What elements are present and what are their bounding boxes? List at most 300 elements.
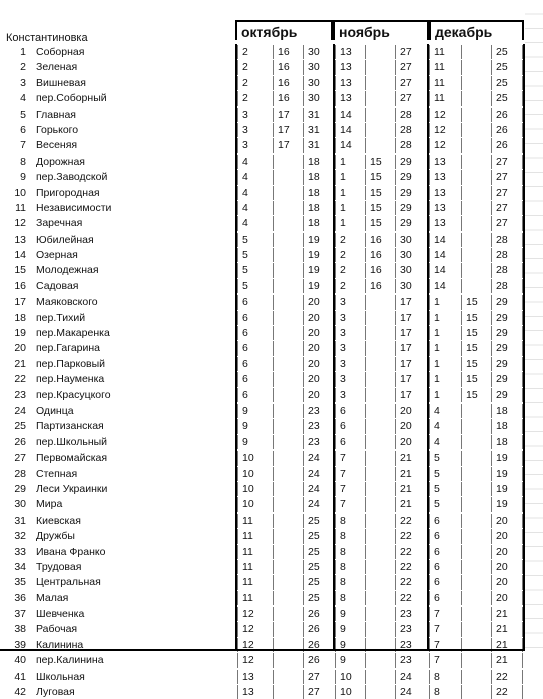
date-cell: 7 [335, 497, 365, 511]
date-cell: 16 [365, 279, 395, 293]
date-cell: 13 [429, 155, 461, 169]
date-cell [461, 248, 491, 262]
date-cell: 8 [335, 529, 365, 543]
street-name: Озерная [36, 249, 78, 262]
date-cell: 24 [303, 482, 335, 496]
date-cell: 29 [491, 295, 523, 309]
date-cell [461, 138, 491, 152]
date-cell: 30 [303, 76, 335, 90]
date-cell: 25 [491, 91, 523, 105]
date-cell: 9 [237, 419, 273, 433]
month-october: октябрь [235, 20, 333, 40]
date-cell: 2 [237, 91, 273, 105]
date-cell: 7 [429, 653, 461, 667]
date-cell: 2 [335, 263, 365, 277]
date-cell: 1 [335, 155, 365, 169]
date-cell: 9 [237, 404, 273, 418]
date-cell: 28 [395, 123, 427, 137]
date-cell: 17 [395, 388, 427, 402]
row-number: 11 [15, 201, 26, 214]
row-number: 26 [14, 435, 26, 448]
date-cell: 27 [491, 201, 523, 215]
date-cell: 5 [237, 279, 273, 293]
date-cell: 9 [335, 653, 365, 667]
date-cell: 16 [365, 263, 395, 277]
street-name: Мира [36, 498, 63, 511]
date-cell: 17 [273, 123, 303, 137]
date-cell: 19 [303, 279, 335, 293]
row-number: 24 [14, 404, 26, 417]
date-cell: 6 [237, 357, 273, 371]
date-cell [365, 419, 395, 433]
date-cell: 16 [273, 76, 303, 90]
date-cell: 10 [237, 467, 273, 481]
row-number: 3 [20, 76, 26, 89]
date-cell [273, 514, 303, 528]
date-cell: 22 [395, 575, 427, 589]
date-cell [365, 575, 395, 589]
table-bottom-border [0, 649, 525, 651]
december-right-border [523, 44, 525, 649]
street-name: Пригородная [36, 186, 100, 199]
row-number: 23 [14, 388, 26, 401]
date-cell: 30 [303, 45, 335, 59]
date-cell: 6 [335, 435, 365, 449]
date-cell [461, 622, 491, 636]
date-cell: 25 [303, 591, 335, 605]
date-cell: 24 [395, 670, 427, 684]
date-cell: 29 [395, 201, 427, 215]
date-cell [365, 653, 395, 667]
date-cell [365, 388, 395, 402]
date-cell: 20 [491, 575, 523, 589]
row-number: 15 [14, 264, 26, 277]
date-cell: 20 [491, 529, 523, 543]
date-cell: 19 [491, 451, 523, 465]
date-cell: 9 [335, 638, 365, 652]
row-number: 41 [14, 670, 26, 683]
date-cell: 17 [395, 372, 427, 386]
date-cell: 27 [491, 186, 523, 200]
row-number: 40 [14, 654, 26, 667]
row-number: 27 [14, 452, 26, 465]
date-cell: 13 [429, 170, 461, 184]
date-cell: 6 [237, 372, 273, 386]
date-cell: 26 [303, 653, 335, 667]
row-number: 13 [14, 233, 26, 246]
date-cell: 16 [273, 91, 303, 105]
date-cell [273, 670, 303, 684]
date-cell: 6 [237, 311, 273, 325]
date-cell: 4 [237, 170, 273, 184]
row-number: 38 [14, 623, 26, 636]
date-cell: 23 [303, 404, 335, 418]
date-cell: 6 [237, 295, 273, 309]
date-cell: 1 [335, 216, 365, 230]
date-cell: 2 [335, 233, 365, 247]
street-name: Калинина [36, 638, 84, 651]
date-cell: 23 [395, 653, 427, 667]
date-cell: 24 [303, 451, 335, 465]
date-cell [461, 216, 491, 230]
date-cell: 14 [335, 123, 365, 137]
date-cell: 20 [491, 514, 523, 528]
date-cell [273, 529, 303, 543]
date-cell: 29 [491, 326, 523, 340]
date-cell [273, 279, 303, 293]
date-cell: 28 [491, 248, 523, 262]
december-left-border [427, 44, 429, 649]
street-name: Одинца [36, 404, 74, 417]
date-cell [461, 233, 491, 247]
date-cell: 28 [395, 108, 427, 122]
date-cell: 13 [335, 91, 365, 105]
date-cell: 23 [303, 435, 335, 449]
date-cell: 7 [429, 638, 461, 652]
date-cell [461, 670, 491, 684]
date-cell [273, 248, 303, 262]
street-name: пер.Соборный [36, 92, 107, 105]
date-cell: 31 [303, 138, 335, 152]
date-cell: 6 [429, 514, 461, 528]
date-cell: 5 [237, 233, 273, 247]
date-cell: 1 [429, 311, 461, 325]
date-cell: 11 [237, 591, 273, 605]
date-cell: 25 [491, 76, 523, 90]
date-cell: 5 [429, 497, 461, 511]
row-number: 33 [14, 545, 26, 558]
date-cell [365, 685, 395, 699]
date-cell: 27 [395, 91, 427, 105]
date-cell: 1 [429, 357, 461, 371]
date-cell: 3 [335, 372, 365, 386]
date-cell [461, 170, 491, 184]
street-name: пер.Калинина [36, 654, 104, 667]
date-cell [461, 201, 491, 215]
date-cell: 19 [491, 467, 523, 481]
date-cell [273, 607, 303, 621]
date-cell [461, 108, 491, 122]
row-number: 6 [20, 123, 26, 136]
date-cell: 21 [491, 607, 523, 621]
street-name: Леси Украинки [36, 482, 108, 495]
date-cell: 12 [429, 108, 461, 122]
date-cell: 8 [335, 560, 365, 574]
date-cell: 19 [491, 482, 523, 496]
date-cell [273, 404, 303, 418]
date-cell: 20 [303, 311, 335, 325]
date-cell: 16 [365, 248, 395, 262]
date-cell: 27 [395, 45, 427, 59]
date-cell: 30 [303, 60, 335, 74]
date-cell [461, 514, 491, 528]
date-cell: 20 [303, 341, 335, 355]
street-name: Шевченка [36, 608, 85, 621]
date-cell: 15 [365, 186, 395, 200]
date-cell: 15 [365, 155, 395, 169]
date-cell: 19 [303, 248, 335, 262]
street-name: Садовая [36, 279, 79, 292]
date-cell: 18 [491, 435, 523, 449]
date-cell: 14 [429, 263, 461, 277]
date-cell: 8 [429, 670, 461, 684]
street-name: Рабочая [36, 623, 78, 636]
date-cell: 26 [491, 108, 523, 122]
date-cell: 18 [303, 170, 335, 184]
date-cell: 6 [429, 591, 461, 605]
date-cell: 1 [335, 170, 365, 184]
date-cell [273, 233, 303, 247]
date-cell: 17 [273, 138, 303, 152]
date-cell: 3 [237, 123, 273, 137]
date-cell [365, 482, 395, 496]
street-name: Зеленая [36, 61, 78, 74]
date-cell [365, 138, 395, 152]
date-cell: 3 [237, 138, 273, 152]
date-cell: 5 [429, 451, 461, 465]
date-cell: 9 [335, 622, 365, 636]
row-number: 32 [14, 530, 26, 543]
date-cell: 5 [429, 467, 461, 481]
date-cell: 3 [335, 357, 365, 371]
date-cell: 8 [335, 545, 365, 559]
date-cell: 20 [491, 560, 523, 574]
row-number: 17 [14, 296, 26, 309]
date-cell: 16 [365, 233, 395, 247]
date-cell: 20 [303, 372, 335, 386]
street-name: Независимости [36, 201, 112, 214]
row-number: 37 [14, 608, 26, 621]
date-cell: 25 [303, 545, 335, 559]
street-name: Дружбы [36, 530, 75, 543]
date-cell [273, 685, 303, 699]
date-cell: 19 [491, 497, 523, 511]
date-cell: 24 [303, 467, 335, 481]
date-cell: 23 [395, 622, 427, 636]
date-cell: 20 [303, 295, 335, 309]
date-cell: 24 [303, 497, 335, 511]
date-cell [365, 108, 395, 122]
street-name: Юбилейная [36, 233, 94, 246]
date-cell [365, 295, 395, 309]
date-cell: 27 [491, 155, 523, 169]
date-cell: 12 [237, 607, 273, 621]
date-cell: 4 [237, 186, 273, 200]
date-cell: 29 [395, 186, 427, 200]
date-cell: 17 [395, 341, 427, 355]
date-cell: 10 [237, 451, 273, 465]
date-cell [273, 451, 303, 465]
date-cell: 11 [237, 545, 273, 559]
date-cell [365, 497, 395, 511]
date-cell [273, 341, 303, 355]
date-cell: 28 [491, 279, 523, 293]
date-cell: 15 [461, 372, 491, 386]
date-cell [365, 435, 395, 449]
date-cell: 3 [335, 341, 365, 355]
street-name: Главная [36, 108, 76, 121]
date-cell: 2 [237, 45, 273, 59]
row-number: 12 [14, 217, 26, 230]
date-cell: 17 [395, 295, 427, 309]
date-cell [365, 341, 395, 355]
date-cell [461, 76, 491, 90]
date-cell: 14 [429, 279, 461, 293]
date-cell: 27 [303, 685, 335, 699]
date-cell: 18 [491, 419, 523, 433]
date-cell [273, 155, 303, 169]
date-cell [461, 560, 491, 574]
date-cell: 25 [303, 560, 335, 574]
row-number: 21 [14, 357, 26, 370]
date-cell: 21 [491, 638, 523, 652]
street-name: Трудовая [36, 560, 82, 573]
street-name: пер.Гагарина [36, 342, 100, 355]
date-cell: 23 [303, 419, 335, 433]
date-cell: 27 [395, 60, 427, 74]
date-cell: 7 [335, 451, 365, 465]
date-cell [273, 560, 303, 574]
row-number: 2 [20, 61, 26, 74]
date-cell: 27 [491, 170, 523, 184]
date-cell: 13 [237, 670, 273, 684]
date-cell: 28 [395, 138, 427, 152]
date-cell [365, 670, 395, 684]
row-number: 25 [14, 420, 26, 433]
date-cell [461, 404, 491, 418]
date-cell [273, 372, 303, 386]
date-cell: 4 [237, 155, 273, 169]
date-cell: 11 [237, 514, 273, 528]
november-left-border [333, 44, 335, 649]
date-cell: 13 [335, 76, 365, 90]
street-name: Молодежная [36, 264, 99, 277]
row-number: 20 [14, 342, 26, 355]
date-cell [461, 451, 491, 465]
date-cell: 20 [491, 591, 523, 605]
date-cell: 30 [303, 91, 335, 105]
street-name: пер.Заводской [36, 171, 108, 184]
date-cell: 18 [303, 201, 335, 215]
date-cell: 9 [237, 435, 273, 449]
date-cell: 15 [461, 295, 491, 309]
date-cell: 18 [491, 404, 523, 418]
date-cell: 21 [491, 622, 523, 636]
street-name: пер.Тихий [36, 311, 86, 324]
date-cell: 11 [429, 45, 461, 59]
row-number: 31 [14, 514, 26, 527]
row-number: 19 [14, 327, 26, 340]
date-cell: 15 [461, 311, 491, 325]
date-cell: 7 [335, 482, 365, 496]
date-cell [461, 419, 491, 433]
date-cell: 17 [395, 357, 427, 371]
date-cell: 18 [303, 186, 335, 200]
date-cell: 20 [303, 357, 335, 371]
date-cell [365, 123, 395, 137]
date-cell: 17 [273, 108, 303, 122]
date-cell: 10 [237, 497, 273, 511]
street-name: Соборная [36, 46, 85, 58]
date-cell [273, 467, 303, 481]
date-cell: 4 [429, 404, 461, 418]
date-cell: 12 [429, 138, 461, 152]
street-name: Первомайская [36, 452, 108, 465]
row-number: 30 [14, 498, 26, 511]
street-name: Маяковского [36, 296, 98, 309]
date-cell: 11 [429, 76, 461, 90]
date-cell: 1 [335, 186, 365, 200]
date-cell [365, 60, 395, 74]
date-cell [273, 497, 303, 511]
date-cell: 4 [429, 419, 461, 433]
street-name: Дорожная [36, 155, 85, 168]
date-cell: 11 [429, 60, 461, 74]
date-cell [365, 545, 395, 559]
date-cell: 1 [429, 388, 461, 402]
date-cell: 4 [237, 216, 273, 230]
date-cell: 26 [303, 638, 335, 652]
date-cell [273, 388, 303, 402]
date-cell: 12 [237, 638, 273, 652]
date-cell [461, 155, 491, 169]
date-cell [365, 311, 395, 325]
date-cell [365, 622, 395, 636]
date-cell: 13 [237, 685, 273, 699]
date-cell: 24 [395, 685, 427, 699]
date-cell: 20 [303, 326, 335, 340]
date-cell [461, 482, 491, 496]
date-cell: 5 [237, 263, 273, 277]
date-cell: 22 [395, 591, 427, 605]
date-cell: 2 [335, 279, 365, 293]
row-number: 42 [14, 686, 26, 699]
date-cell: 25 [303, 529, 335, 543]
date-cell: 28 [491, 263, 523, 277]
date-cell [273, 295, 303, 309]
date-cell: 29 [395, 155, 427, 169]
date-cell: 12 [237, 622, 273, 636]
date-cell: 20 [395, 435, 427, 449]
date-cell: 17 [395, 326, 427, 340]
date-cell [365, 451, 395, 465]
date-cell: 30 [395, 248, 427, 262]
date-cell [273, 201, 303, 215]
date-cell: 20 [395, 404, 427, 418]
date-cell: 14 [429, 233, 461, 247]
date-cell: 21 [395, 497, 427, 511]
date-cell [273, 263, 303, 277]
date-cell [365, 45, 395, 59]
date-cell: 7 [429, 607, 461, 621]
date-cell: 13 [335, 60, 365, 74]
date-cell [461, 591, 491, 605]
date-cell: 26 [491, 123, 523, 137]
date-cell: 6 [237, 388, 273, 402]
date-cell [365, 91, 395, 105]
date-cell: 13 [429, 186, 461, 200]
date-cell: 15 [461, 357, 491, 371]
date-cell [461, 467, 491, 481]
date-cell [461, 545, 491, 559]
date-cell [461, 123, 491, 137]
date-cell: 3 [335, 388, 365, 402]
date-cell: 15 [365, 170, 395, 184]
month-december: декабрь [429, 20, 524, 40]
date-cell [365, 607, 395, 621]
date-cell [365, 514, 395, 528]
date-cell [273, 653, 303, 667]
